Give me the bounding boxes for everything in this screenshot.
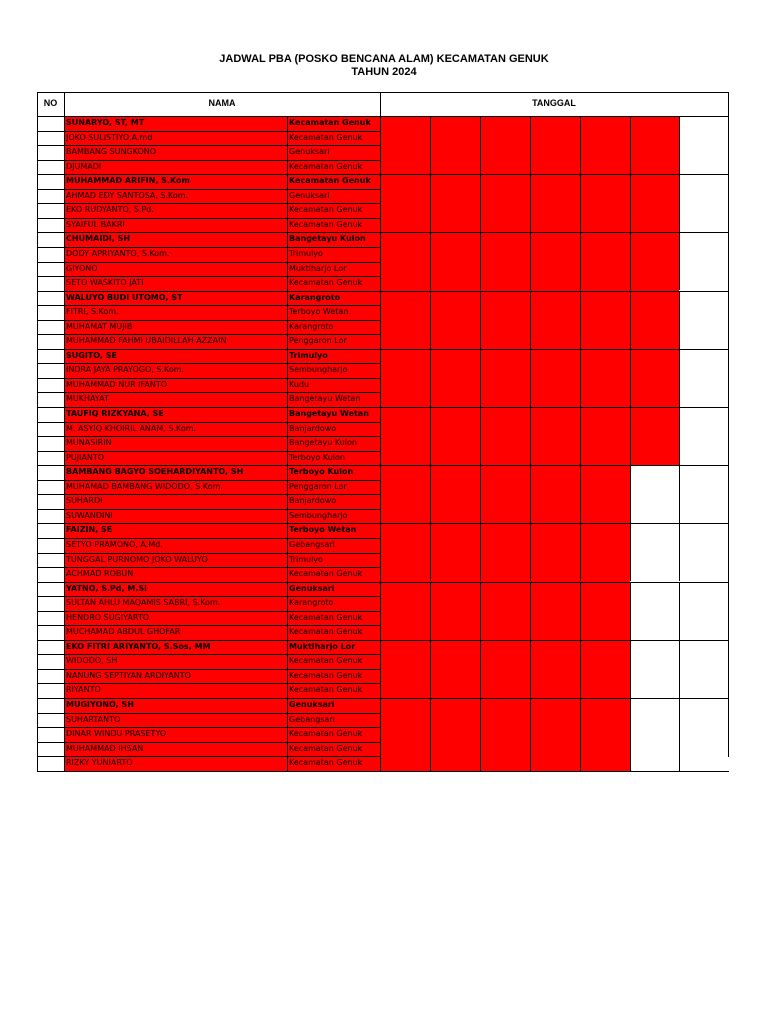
date-cell-filled <box>430 232 480 290</box>
row-divider <box>37 596 381 597</box>
row-divider <box>37 625 381 626</box>
row-divider <box>37 436 381 437</box>
row-divider <box>37 145 381 146</box>
date-cell-empty <box>679 523 728 581</box>
date-cell-filled <box>480 349 530 407</box>
date-cell-filled <box>630 407 679 465</box>
member-location: Genuksari <box>289 190 330 200</box>
member-name: MUHAMMAD FAHMI UBAIDILLAH AZZAIN <box>66 336 227 346</box>
date-cell-filled <box>380 349 430 407</box>
date-cell-filled <box>430 465 480 523</box>
date-cell-filled <box>580 291 630 349</box>
date-cell-empty <box>679 291 728 349</box>
date-cell-filled <box>430 174 480 232</box>
row-divider <box>37 538 381 539</box>
date-column-line <box>580 698 581 771</box>
member-name: MUHAMMAD ARIFIN, S.Kom <box>66 176 190 186</box>
date-cell-empty <box>679 465 728 523</box>
date-column-line <box>580 465 581 523</box>
table-left-border <box>37 92 38 772</box>
date-column-line <box>430 640 431 698</box>
member-location: Kecamatan Genuk <box>289 612 363 622</box>
date-column-line <box>630 349 631 407</box>
date-cell-filled <box>530 698 580 771</box>
member-name: SETO WASKITO JATI <box>66 278 144 288</box>
member-location: Trimulyo <box>289 554 323 564</box>
date-column-line <box>480 232 481 290</box>
date-column-line <box>580 640 581 698</box>
date-cell-empty <box>679 640 728 698</box>
member-location: Karangroto <box>289 321 334 331</box>
member-location: Karangroto <box>289 598 334 608</box>
group-divider <box>37 698 729 699</box>
row-divider <box>37 131 381 132</box>
date-column-line <box>430 349 431 407</box>
row-divider <box>37 509 381 510</box>
date-cell-filled <box>530 232 580 290</box>
row-divider <box>37 189 381 190</box>
date-cell-filled <box>430 698 480 771</box>
member-location: Sembungharjo <box>289 365 348 375</box>
member-name: SULTAN AHLU MAQAMIS SABRI, S.Kom. <box>66 598 221 608</box>
date-cell-filled <box>380 698 430 771</box>
document-title: JADWAL PBA (POSKO BENCANA ALAM) KECAMATAN GENUK <box>219 53 549 65</box>
name-column-line <box>287 116 288 772</box>
group-divider <box>37 174 729 175</box>
date-cell-empty <box>679 174 728 232</box>
row-divider <box>37 480 381 481</box>
date-cell-filled <box>430 523 480 581</box>
member-name: WIDODO, SH <box>66 656 118 666</box>
row-divider <box>37 756 381 757</box>
date-cell-filled <box>430 291 480 349</box>
date-cell-filled <box>530 465 580 523</box>
member-location: Kecamatan Genuk <box>289 627 363 637</box>
date-cell-empty <box>630 523 679 581</box>
member-location: Genuksari <box>289 147 330 157</box>
date-cell-filled <box>480 698 530 771</box>
member-location: Gebangsari <box>289 539 335 549</box>
row-divider <box>37 669 381 670</box>
row-divider <box>37 203 381 204</box>
row-divider <box>37 334 381 335</box>
date-cell-filled <box>480 523 530 581</box>
member-location: Bangetayu Kulon <box>289 438 357 448</box>
row-divider <box>37 363 381 364</box>
date-cell-filled <box>480 407 530 465</box>
member-name: MUKHAYAT <box>66 394 109 404</box>
member-name: FAIZIN, SE <box>66 525 113 535</box>
member-location: Terboyo Kulon <box>289 452 345 462</box>
member-location: Kecamatan Genuk <box>289 729 363 739</box>
date-cell-filled <box>580 232 630 290</box>
date-cell-filled <box>480 640 530 698</box>
date-cell-filled <box>480 174 530 232</box>
group-divider <box>37 116 729 117</box>
date-column-line <box>480 116 481 174</box>
date-cell-filled <box>480 291 530 349</box>
date-cell-filled <box>380 582 430 640</box>
date-column-line <box>679 698 680 771</box>
row-divider <box>37 160 381 161</box>
date-cell-filled <box>580 407 630 465</box>
date-cell-empty <box>630 698 679 771</box>
date-cell-filled <box>480 465 530 523</box>
member-name: YATNO, S.Pd, M.Si <box>66 583 147 593</box>
member-name: MUHAMMAD IHSAN <box>66 743 144 753</box>
member-name: TUNGGAL PURNOMO JOKO WALUYO <box>66 554 208 564</box>
group-divider <box>37 582 729 583</box>
date-cell-filled <box>530 407 580 465</box>
date-column-line <box>480 523 481 581</box>
member-location: Karangroto <box>289 292 341 302</box>
row-divider <box>37 683 381 684</box>
date-column-line <box>630 116 631 174</box>
row-divider <box>37 218 381 219</box>
member-location: Trimulyo <box>289 248 323 258</box>
date-cell-filled <box>380 116 430 174</box>
member-location: Kecamatan Genuk <box>289 670 363 680</box>
member-name: TAUFIQ RIZKYANA, SE <box>66 409 164 418</box>
member-location: Kecamatan Genuk <box>289 219 363 229</box>
row-divider <box>37 713 381 714</box>
date-column-line <box>630 640 631 698</box>
member-name: EKO FITRI ARIYANTO, S.Sos, MM <box>66 641 211 651</box>
member-name: DJUMADI <box>66 161 102 171</box>
member-name: BAMBANG BAGYO SOEHARDIYANTO, SH <box>66 467 244 477</box>
date-column-line <box>480 698 481 771</box>
date-column-line <box>679 349 680 407</box>
row-divider <box>37 451 381 452</box>
date-cell-filled <box>580 116 630 174</box>
date-column-line <box>580 582 581 640</box>
member-name: MUNASIRIN <box>66 438 112 448</box>
member-name: CHUMAIDI, SH <box>66 234 131 244</box>
member-location: Bangetayu Kulon <box>289 234 366 244</box>
member-location: Terboyo Wetan <box>289 307 349 317</box>
date-column-line <box>430 465 431 523</box>
date-column-line <box>430 698 431 771</box>
member-location: Muktiharjo Lor <box>289 263 347 273</box>
member-name: PUJIANTO <box>66 452 105 462</box>
date-cell-filled <box>530 582 580 640</box>
member-location: Kecamatan Genuk <box>289 118 371 127</box>
date-cell-filled <box>430 407 480 465</box>
group-divider <box>37 232 729 233</box>
member-name: MUCHAMAD ABDUL GHOFAR <box>66 627 181 637</box>
date-column-line <box>480 174 481 232</box>
member-location: Kecamatan Genuk <box>289 758 363 768</box>
member-location: Kecamatan Genuk <box>289 743 363 753</box>
date-cell-filled <box>480 116 530 174</box>
member-name: RIYANTO <box>66 685 101 695</box>
member-location: Penggaron Lor <box>289 336 347 346</box>
date-column-line <box>679 407 680 465</box>
date-cell-filled <box>630 291 679 349</box>
row-divider <box>37 305 381 306</box>
date-cell-filled <box>530 523 580 581</box>
row-divider <box>37 392 381 393</box>
member-name: GIYONO <box>66 263 98 273</box>
member-location: Trimulyo <box>289 350 328 360</box>
date-cell-filled <box>430 582 480 640</box>
group-divider <box>37 349 729 350</box>
date-column-line <box>480 349 481 407</box>
row-divider <box>37 611 381 612</box>
row-divider <box>37 567 381 568</box>
table-top-border <box>37 92 729 93</box>
date-column-line <box>430 407 431 465</box>
date-column-line <box>530 465 531 523</box>
date-cell-filled <box>630 349 679 407</box>
member-location: Kecamatan Genuk <box>289 176 371 186</box>
date-column-line <box>679 523 680 581</box>
row-divider <box>37 654 381 655</box>
date-column-line <box>480 640 481 698</box>
group-divider <box>37 465 729 466</box>
row-divider <box>37 494 381 495</box>
date-column-line <box>530 232 531 290</box>
date-column-line <box>480 291 481 349</box>
date-column-line <box>630 407 631 465</box>
member-location: Genuksari <box>289 583 335 593</box>
date-cell-empty <box>679 232 728 290</box>
date-cell-filled <box>530 116 580 174</box>
member-name: SUHARTANTO <box>66 714 121 724</box>
table-right-border <box>728 92 729 757</box>
date-column-line <box>580 349 581 407</box>
row-divider <box>37 742 381 743</box>
member-name: EKO RUDYANTO, S.Pd. <box>66 205 154 215</box>
date-column-line <box>530 640 531 698</box>
member-name: INDRA JAYA PRAYOGO, S.Kom. <box>66 365 185 375</box>
date-column-line <box>630 523 631 581</box>
date-column-line <box>480 465 481 523</box>
date-cell-filled <box>430 116 480 174</box>
date-column-line <box>580 407 581 465</box>
group-divider <box>37 640 729 641</box>
member-name: NANUNG SEPTIYAN ARDIYANTO <box>66 670 191 680</box>
member-location: Gebangsari <box>289 714 335 724</box>
date-column-line <box>580 291 581 349</box>
member-location: Kecamatan Genuk <box>289 685 363 695</box>
date-column-line <box>679 640 680 698</box>
date-cell-empty <box>630 640 679 698</box>
date-column-line <box>430 291 431 349</box>
row-divider <box>37 247 381 248</box>
date-column-line <box>480 582 481 640</box>
date-cell-filled <box>630 116 679 174</box>
member-name: SETYO PRAMONO, A.Md. <box>66 539 163 549</box>
date-column-line <box>679 232 680 290</box>
member-name: JOKO SULISTIYO,A.md <box>66 132 153 142</box>
member-location: Kecamatan Genuk <box>289 656 363 666</box>
date-column-line <box>630 698 631 771</box>
member-name: MUHAMAT MUJIB <box>66 321 133 331</box>
member-location: Banjardowo <box>289 496 337 506</box>
date-cell-filled <box>580 523 630 581</box>
member-location: Penggaron Lor <box>289 481 347 491</box>
member-location: Kecamatan Genuk <box>289 205 363 215</box>
row-divider <box>37 276 381 277</box>
date-column-line <box>679 116 680 174</box>
date-column-line <box>630 174 631 232</box>
group-divider <box>37 523 729 524</box>
date-cell-filled <box>530 349 580 407</box>
date-cell-empty <box>679 407 728 465</box>
date-column-line <box>530 407 531 465</box>
date-column-line <box>530 291 531 349</box>
date-cell-filled <box>580 465 630 523</box>
date-cell-empty <box>679 116 728 174</box>
member-name: MUHAMAD BAMBANG WIDODO, S.Kom. <box>66 481 223 491</box>
date-column-line <box>679 174 680 232</box>
member-location: Kecamatan Genuk <box>289 278 363 288</box>
date-column-line <box>430 232 431 290</box>
date-column-line <box>530 698 531 771</box>
header-no: NO <box>43 98 58 108</box>
member-name: HENDRO SUGIYARTO <box>66 612 150 622</box>
member-location: Banjardowo <box>289 423 337 433</box>
no-column-line <box>64 92 65 772</box>
member-location: Kecamatan Genuk <box>289 569 363 579</box>
member-name: MUGIYONO, SH <box>66 700 134 709</box>
member-name: SUNARYO, ST, MT <box>66 118 145 127</box>
date-cell-filled <box>480 582 530 640</box>
date-column-line <box>630 232 631 290</box>
member-name: M. ASYIQ KHOIRIL ANAM, S.Kom. <box>66 423 197 433</box>
date-cell-filled <box>430 349 480 407</box>
date-column-line <box>530 174 531 232</box>
member-name: RIZKY YUNIARTO <box>66 758 133 768</box>
date-cell-filled <box>580 349 630 407</box>
date-column-line <box>530 523 531 581</box>
member-name: SUHARDI <box>66 496 103 506</box>
member-location: Bangetayu Wetan <box>289 394 361 404</box>
date-column-line <box>580 523 581 581</box>
date-cell-empty <box>679 582 728 640</box>
date-cell-filled <box>380 232 430 290</box>
date-cell-filled <box>380 640 430 698</box>
date-cell-empty <box>630 465 679 523</box>
header-tanggal: TANGGAL <box>532 98 576 108</box>
date-cell-filled <box>430 640 480 698</box>
date-column-line <box>430 116 431 174</box>
date-column-line <box>530 582 531 640</box>
table-bottom-border <box>37 771 729 772</box>
member-name: SYAIFUL BAKRI <box>66 219 125 229</box>
date-column-line <box>530 349 531 407</box>
date-cell-filled <box>530 174 580 232</box>
group-divider <box>37 291 729 292</box>
member-location: Sembungharjo <box>289 510 348 520</box>
member-name: SUGITO, SE <box>66 350 117 360</box>
member-location: Bangetayu Wetan <box>289 409 369 418</box>
date-column-line <box>679 291 680 349</box>
date-column-line <box>580 174 581 232</box>
date-cell-filled <box>530 640 580 698</box>
location-column-line <box>380 92 381 772</box>
date-column-line <box>580 116 581 174</box>
date-column-line <box>630 291 631 349</box>
date-cell-filled <box>580 698 630 771</box>
date-column-line <box>630 582 631 640</box>
member-location: Terboyo Wetan <box>289 525 357 535</box>
date-column-line <box>580 232 581 290</box>
header-nama: NAMA <box>208 98 236 108</box>
date-column-line <box>630 465 631 523</box>
date-column-line <box>430 523 431 581</box>
date-cell-filled <box>630 232 679 290</box>
member-name: FITRI, S.Kom. <box>66 307 119 317</box>
date-cell-empty <box>630 582 679 640</box>
date-column-line <box>430 174 431 232</box>
date-cell-filled <box>480 232 530 290</box>
member-location: Terboyo Kulon <box>289 467 354 477</box>
row-divider <box>37 422 381 423</box>
group-divider <box>37 407 729 408</box>
date-cell-filled <box>380 174 430 232</box>
member-name: AHMAD EDY SANTOSA, S.Kom. <box>66 190 189 200</box>
date-cell-filled <box>380 523 430 581</box>
document-year: TAHUN 2024 <box>351 66 417 78</box>
member-name: DINAR WINDU PRASETYO <box>66 729 167 739</box>
member-location: Muktiharjo Lor <box>289 641 356 651</box>
member-location: Kudu <box>289 379 310 389</box>
member-location: Genuksari <box>289 700 335 709</box>
date-column-line <box>679 582 680 640</box>
date-cell-filled <box>580 582 630 640</box>
date-cell-filled <box>380 291 430 349</box>
member-name: MUHAMMAD NUR IFANTO <box>66 379 168 389</box>
member-location: Kecamatan Genuk <box>289 132 363 142</box>
date-cell-filled <box>380 407 430 465</box>
member-name: SUWANDINI <box>66 510 113 520</box>
date-cell-filled <box>530 291 580 349</box>
date-column-line <box>679 465 680 523</box>
date-cell-empty <box>679 349 728 407</box>
date-cell-filled <box>580 640 630 698</box>
row-divider <box>37 262 381 263</box>
date-cell-filled <box>380 465 430 523</box>
member-location: Kecamatan Genuk <box>289 161 363 171</box>
date-column-line <box>530 116 531 174</box>
member-name: WALUYO BUDI UTOMO, ST <box>66 292 183 302</box>
date-cell-filled <box>630 174 679 232</box>
row-divider <box>37 320 381 321</box>
row-divider <box>37 378 381 379</box>
row-divider <box>37 727 381 728</box>
date-cell-empty <box>679 698 728 771</box>
member-name: ACHMAD ROBUN <box>66 569 134 579</box>
member-name: BAMBANG SUNGKONO <box>66 147 157 157</box>
date-cell-filled <box>580 174 630 232</box>
member-name: DODY APRIYANTO, S.Kom. <box>66 248 170 258</box>
date-column-line <box>480 407 481 465</box>
row-divider <box>37 553 381 554</box>
date-column-line <box>430 582 431 640</box>
